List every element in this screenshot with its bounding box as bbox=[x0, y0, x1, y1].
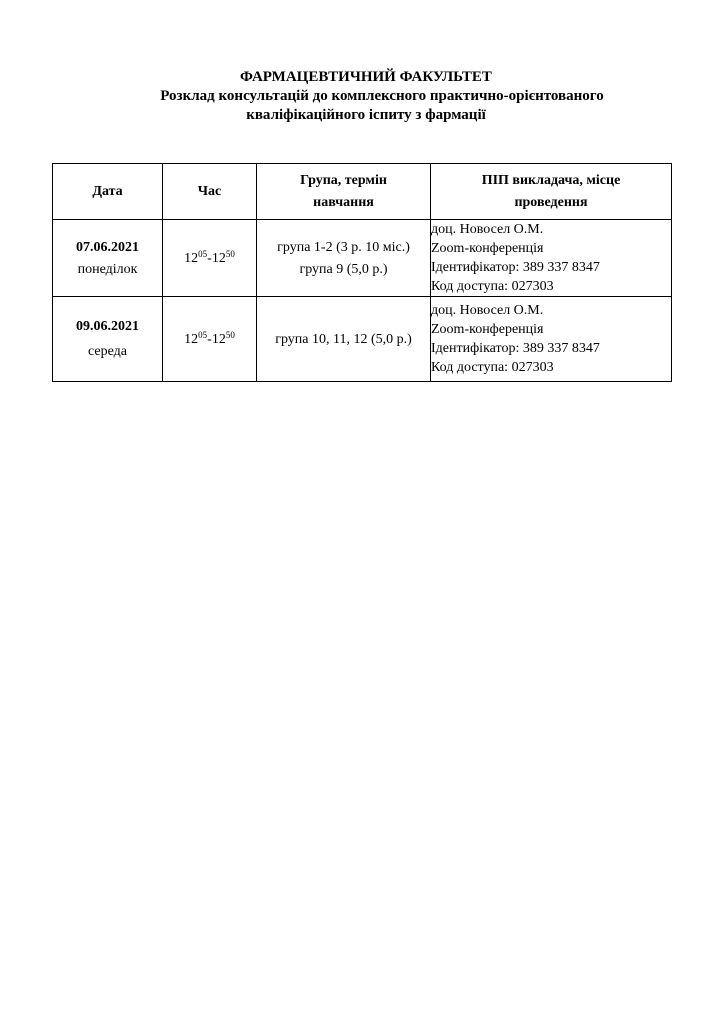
date-value: 07.06.2021 bbox=[76, 239, 139, 255]
meeting-identifier: Ідентифікатор: 389 337 8347 bbox=[431, 260, 600, 275]
time-separator: - bbox=[207, 250, 212, 266]
teacher-cell bbox=[431, 220, 672, 297]
header-date-label: Дата bbox=[92, 184, 123, 199]
time-end-hour: 12 bbox=[211, 331, 226, 347]
teacher-name: доц. Новосел О.М. bbox=[431, 303, 544, 318]
meeting-platform: Zoom-конференція bbox=[431, 241, 544, 256]
header-group-label-1: Група, термін bbox=[300, 173, 387, 188]
time-start-hour: 12 bbox=[184, 250, 199, 266]
time-end-hour: 12 bbox=[211, 250, 226, 266]
time-start-minutes: 05 bbox=[198, 248, 208, 259]
meeting-platform: Zoom-конференція bbox=[431, 322, 544, 337]
group-value: група 9 (5,0 р.) bbox=[299, 261, 388, 277]
time-end-minutes: 50 bbox=[225, 248, 235, 259]
table-header-row bbox=[53, 164, 672, 220]
header-teacher bbox=[431, 164, 672, 220]
date-cell bbox=[53, 220, 163, 297]
header-time bbox=[163, 164, 257, 220]
meeting-access-code: Код доступа: 027303 bbox=[431, 279, 554, 294]
group-cell bbox=[257, 297, 431, 382]
document-title-block bbox=[0, 68, 724, 125]
table-row bbox=[53, 220, 672, 297]
time-separator: - bbox=[207, 331, 212, 347]
schedule-subtitle-line2: кваліфікаційного іспиту з фармації bbox=[246, 107, 486, 123]
teacher-cell bbox=[431, 297, 672, 382]
header-group bbox=[257, 164, 431, 220]
time-cell bbox=[163, 297, 257, 382]
teacher-name: доц. Новосел О.М. bbox=[431, 222, 544, 237]
header-group-label-2: навчання bbox=[313, 195, 374, 210]
time-start-minutes: 05 bbox=[198, 329, 208, 340]
group-value: група 10, 11, 12 (5,0 р.) bbox=[275, 331, 412, 347]
weekday-value: середа bbox=[88, 344, 127, 359]
date-value: 09.06.2021 bbox=[76, 319, 139, 334]
time-end-minutes: 50 bbox=[225, 329, 235, 340]
consultation-schedule-table bbox=[52, 163, 672, 382]
group-cell bbox=[257, 220, 431, 297]
time-start-hour: 12 bbox=[184, 331, 199, 347]
header-teacher-label-2: проведення bbox=[514, 195, 588, 210]
faculty-title: ФАРМАЦЕВТИЧНИЙ ФАКУЛЬТЕТ bbox=[240, 69, 492, 85]
header-teacher-label-1: ПІП викладача, місце bbox=[481, 173, 621, 188]
header-time-label: Час bbox=[197, 184, 222, 199]
time-cell bbox=[163, 220, 257, 297]
meeting-identifier: Ідентифікатор: 389 337 8347 bbox=[431, 341, 600, 356]
date-cell bbox=[53, 297, 163, 382]
table-row bbox=[53, 297, 672, 382]
weekday-value: понеділок bbox=[77, 261, 138, 277]
header-date bbox=[53, 164, 163, 220]
meeting-access-code: Код доступа: 027303 bbox=[431, 360, 554, 375]
schedule-subtitle-line1: Розклад консультацій до комплексного практично-орієнтованого bbox=[160, 88, 604, 104]
group-value: група 1-2 (3 р. 10 міс.) bbox=[277, 239, 410, 255]
